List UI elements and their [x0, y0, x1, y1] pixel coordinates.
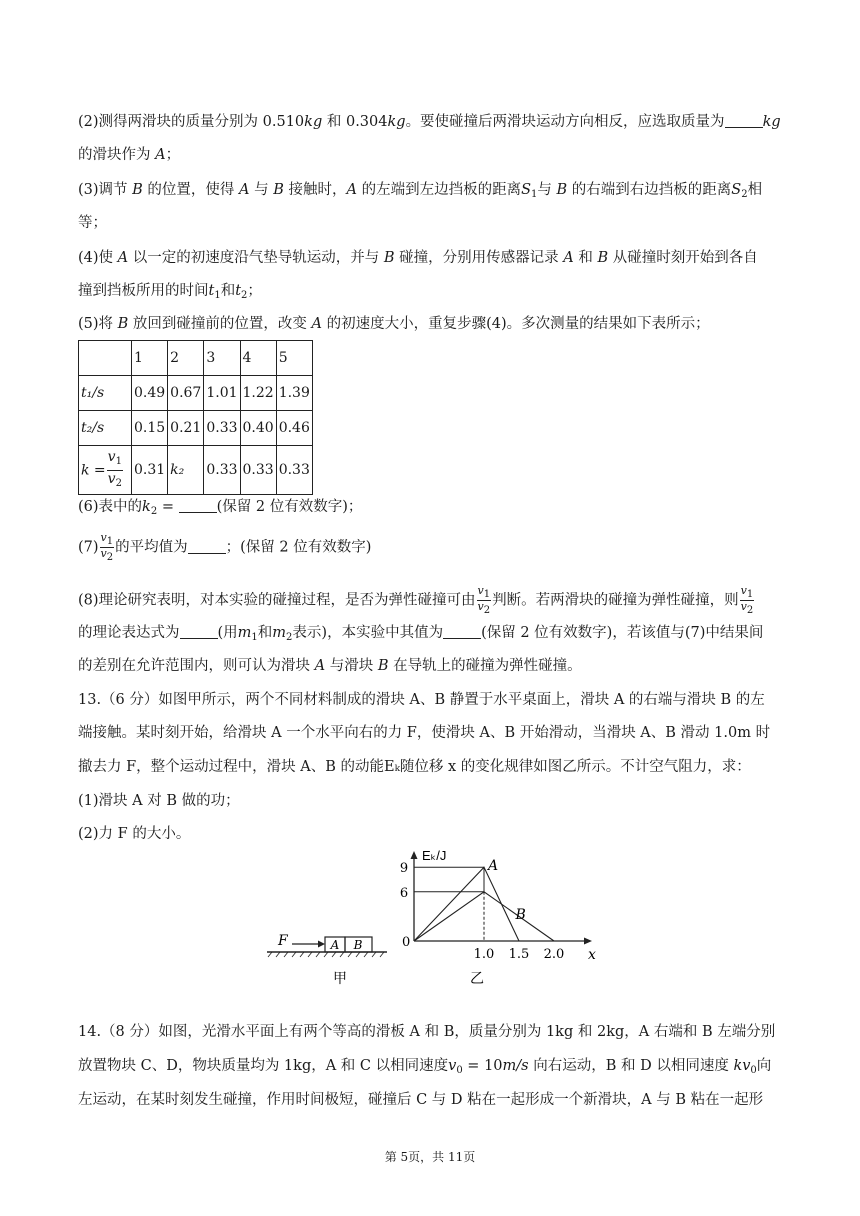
q13-figure	[262, 840, 602, 990]
table-row-k	[79, 446, 313, 495]
x-tick-label: 1.5	[508, 947, 530, 962]
table-header-cell: 2	[168, 341, 204, 376]
answer-blank	[180, 624, 218, 639]
answer-blank	[179, 498, 217, 513]
step3-line2: 等；	[78, 215, 107, 231]
q13-part2: (2)力 F 的大小。	[78, 826, 191, 842]
answer-blank	[443, 624, 481, 639]
table-cell: 0.15	[132, 411, 168, 446]
table-cell: 0.33	[240, 446, 276, 495]
row-label-t1: t₁/s	[79, 376, 132, 411]
q14-line3: 左运动，在某时刻发生碰撞，作用时间极短，碰撞后 C 与 D 粘在一起形成一个新滑块，A 与 B 粘在一起形	[78, 1092, 764, 1108]
table-cell: 0.31	[132, 446, 168, 495]
q13-line3: 撤去力 F，整个运动过程中，滑块 A、B 的动能Eₖ随位移 x 的变化规律如图乙所示。不计空气阻力，求：	[78, 759, 751, 775]
y-tick-label: 9	[399, 861, 409, 877]
block-a-label: A	[330, 938, 340, 952]
x-tick-label: 2.0	[543, 947, 565, 962]
answer-blank	[188, 539, 226, 554]
curve-a-label: A	[488, 858, 499, 875]
row-label-k: k = $\frac{v_1}{v_2}$	[79, 446, 132, 495]
table-cell: 0.21	[168, 411, 204, 446]
curve-b-label: B	[515, 906, 526, 923]
q13-line1: 13.（6 分）如图甲所示，两个不同材料制成的滑块 A、B 静置于水平桌面上，滑块 A 的右端与滑块 B 的左	[78, 692, 765, 708]
table-cell: 0.49	[132, 376, 168, 411]
table-cell: 1.22	[240, 376, 276, 411]
block-b-label: B	[353, 938, 363, 952]
answer-blank	[725, 113, 763, 128]
table-row-t1	[79, 376, 313, 411]
y-axis-arrow	[411, 851, 418, 859]
force-label: F	[278, 933, 288, 949]
table-cell: 0.33	[204, 446, 240, 495]
table-header-cell: 3	[204, 341, 240, 376]
x-tick-label: 1.0	[473, 947, 495, 962]
step8-line3: 的差别在允许范围内，则可认为滑块 A 与滑块 B 在导轨上的碰撞为弹性碰撞。	[78, 658, 582, 674]
q13-part1: (1)滑块 A 对 B 做的功；	[78, 793, 240, 809]
q14-line1: 14.（8 分）如图，光滑水平面上有两个等高的滑板 A 和 B，质量分别为 1kg 和 2kg，A 右端和 B 左端分别	[78, 1024, 776, 1040]
y-tick-label: 6	[399, 885, 409, 901]
label-jia: 甲	[333, 970, 347, 986]
step8-line2: 的理论表达式为 (用$m_1$和$m_2$表示)，本实验中其值为 (保留 2 位有效数字)，若该值与(7)中结果间	[78, 625, 764, 643]
step2-line2: 的滑块作为 A；	[78, 147, 181, 163]
step4-line1: (4)使 A 以一定的初速度沿气垫导轨运动，并与 B 碰撞，分别用传感器记录 A 和 B 从碰撞时刻开始到各自	[78, 250, 758, 266]
force-arrow-head	[318, 941, 325, 948]
q13-line2: 端接触。某时刻开始，给滑块 A 一个水平向右的力 F，使滑块 A、B 开始滑动，当滑块 A、B 滑动 1.0m 时	[78, 725, 771, 741]
x-axis-label: x	[588, 947, 596, 963]
table-cell: 0.40	[240, 411, 276, 446]
table-cell: 0.33	[276, 446, 312, 495]
table-header-cell: 1	[132, 341, 168, 376]
step4-line2: 撞到挡板所用的时间$t_1$和$t_2$；	[78, 283, 262, 301]
y-axis-label: Eₖ/J	[422, 848, 447, 863]
table-cell: 1.01	[204, 376, 240, 411]
measurement-table	[78, 340, 313, 495]
step7-line: (7) $\frac{v1}{v2}$ 的平均值为 ；(保留 2 位有效数字)	[78, 531, 372, 563]
page-footer: 第 5页，共 11页	[384, 1150, 476, 1164]
ek-x-graph	[400, 848, 596, 963]
step3-line1: (3)调节 B 的位置，使得 A 与 B 接触时，A 的左端到左边挡板的距离$S_1$与 B 的右端到右边挡板的距离$S_2$相	[78, 182, 763, 200]
label-yi: 乙	[470, 970, 484, 986]
origin-label: 0	[402, 935, 411, 950]
table-header-row	[79, 341, 313, 376]
x-axis-arrow	[584, 938, 592, 945]
step2-line1: (2)测得两滑块的质量分别为 0.510kg 和 0.304kg。要使碰撞后两滑块运动方向相反，应选取质量为 kg	[78, 114, 781, 130]
table-cell: k₂	[168, 446, 204, 495]
table-header-cell: 5	[276, 341, 312, 376]
table-cell: 1.39	[276, 376, 312, 411]
step5-line: (5)将 B 放回到碰撞前的位置，改变 A 的初速度大小，重复步骤(4)。多次测量的结果如下表所示；	[78, 316, 710, 332]
table-cell: 0.46	[276, 411, 312, 446]
row-label-t2: t₂/s	[79, 411, 132, 446]
table-cell: 0.33	[204, 411, 240, 446]
step6-line: (6)表中的$k_2$ = (保留 2 位有效数字)；	[78, 499, 363, 517]
table-cell: 0.67	[168, 376, 204, 411]
table-row-t2	[79, 411, 313, 446]
step8-line1: (8)理论研究表明，对本实验的碰撞过程，是否为弹性碰撞可由 $\frac{v1}{v2}$ 判断。若两滑块的碰撞为弹性碰撞，则 $\frac{v1}{v2}$	[78, 584, 754, 616]
q14-line2: 放置物块 C、D，物块质量均为 1kg，A 和 C 以相同速度$v_0 = 10m/s$ 向右运动，B 和 D 以相同速度 $kv_0$向	[78, 1058, 772, 1076]
table-header-cell: 4	[240, 341, 276, 376]
